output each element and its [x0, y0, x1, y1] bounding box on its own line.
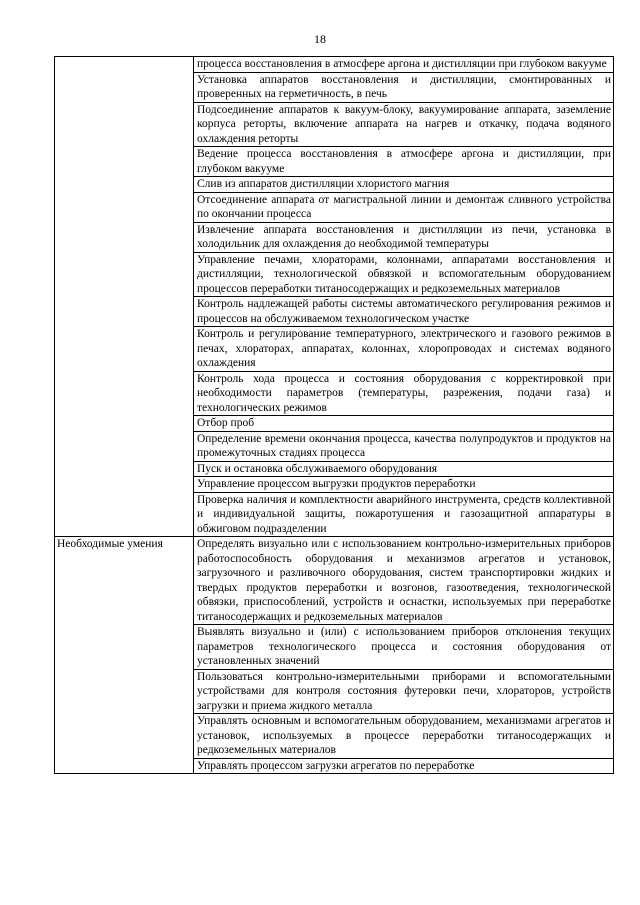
- table-row: [55, 57, 614, 73]
- labor-action-cell: Извлечение аппарата восстановления и дистилляции из печи, установка в холодильник для охлаждения до необходимой температуры: [194, 222, 614, 252]
- skill-cell: Пользоваться контрольно-измерительными приборами и вспомогательными устройствами для контроля состояния футеровки печи, хлораторов, устройств загрузки и приема жидкого металла: [194, 669, 614, 714]
- page-number: 18: [314, 32, 326, 46]
- labor-action-cell: Управление печами, хлораторами, колоннами, аппаратами восстановления и дистилляции, технологической обвязкой и вспомогательным оборудованием процессов переработки титаносодержащих и редкоземельных материалов: [194, 252, 614, 297]
- labor-action-cell: Контроль и регулирование температурного, электрического и газового режимов в печах, хлораторах, аппаратах, колоннах, хлоропроводах и системах водяного охлаждения: [194, 327, 614, 372]
- labor-action-cell: Ведение процесса восстановления в атмосфере аргона и дистилляции, при глубоком вакууме: [194, 147, 614, 177]
- labor-action-cell: процесса восстановления в атмосфере аргона и дистилляции при глубоком вакууме: [194, 57, 614, 73]
- labor-action-cell: Контроль хода процесса и состояния оборудования с корректировкой при необходимости параметров (температуры, разрежения, подачи газа) и технологических режимов: [194, 371, 614, 416]
- labor-action-cell: Отбор проб: [194, 416, 614, 432]
- labor-action-cell: Слив из аппаратов дистилляции хлористого магния: [194, 177, 614, 193]
- labor-action-cell: Отсоединение аппарата от магистральной линии и демонтаж сливного устройства по окончании процесса: [194, 192, 614, 222]
- table-row: [55, 537, 614, 625]
- labor-action-cell: Определение времени окончания процесса, качества полупродуктов и продуктов на промежуточных стадиях процесса: [194, 431, 614, 461]
- labor-action-cell: Подсоединение аппаратов к вакуум-блоку, вакуумирование аппарата, заземление корпуса реторты, включение аппарата на нагрев и откачку, подача водяного охлаждения реторты: [194, 102, 614, 147]
- labor-action-cell: Пуск и остановка обслуживаемого оборудования: [194, 461, 614, 477]
- skill-cell: Управлять основным и вспомогательным оборудованием, механизмами агрегатов и установок, используемых в процессе переработки титаносодержащих и редкоземельных материалов: [194, 714, 614, 759]
- skill-cell: Определять визуально или с использованием контрольно-измерительных приборов работоспособность оборудования и механизмов агрегатов и установок, загрузочного и разливочного оборудования, систем транспортировки жидких и твердых продуктов переработки и возгонов, газоотведения, технологической обвязки, приспособлений, устройств и оснастки, используемых при переработке титаносодержащих и редкоземельных материалов: [194, 537, 614, 625]
- labor-action-cell: Контроль надлежащей работы системы автоматического регулирования режимов и процессов на обслуживаемом технологическом участке: [194, 297, 614, 327]
- labor-action-cell: Установка аппаратов восстановления и дистилляции, смонтированных и проверенных на герметичность, в печь: [194, 72, 614, 102]
- labor-action-cell: Управление процессом выгрузки продуктов переработки: [194, 477, 614, 493]
- labor-action-cell: Проверка наличия и комплектности аварийного инструмента, средств коллективной и индивидуальной защиты, пожаротушения и газозащитной аппаратуры в обжиговом подразделении: [194, 492, 614, 537]
- skill-cell: Выявлять визуально и (или) с использованием приборов отклонения текущих параметров технологического процесса и состояния оборудования от установленных значений: [194, 625, 614, 670]
- section-label-skills: Необходимые умения: [55, 537, 194, 774]
- competency-table: [54, 56, 614, 774]
- section-label-labor-actions: [55, 57, 194, 537]
- skill-cell: Управлять процессом загрузки агрегатов по переработке: [194, 758, 614, 774]
